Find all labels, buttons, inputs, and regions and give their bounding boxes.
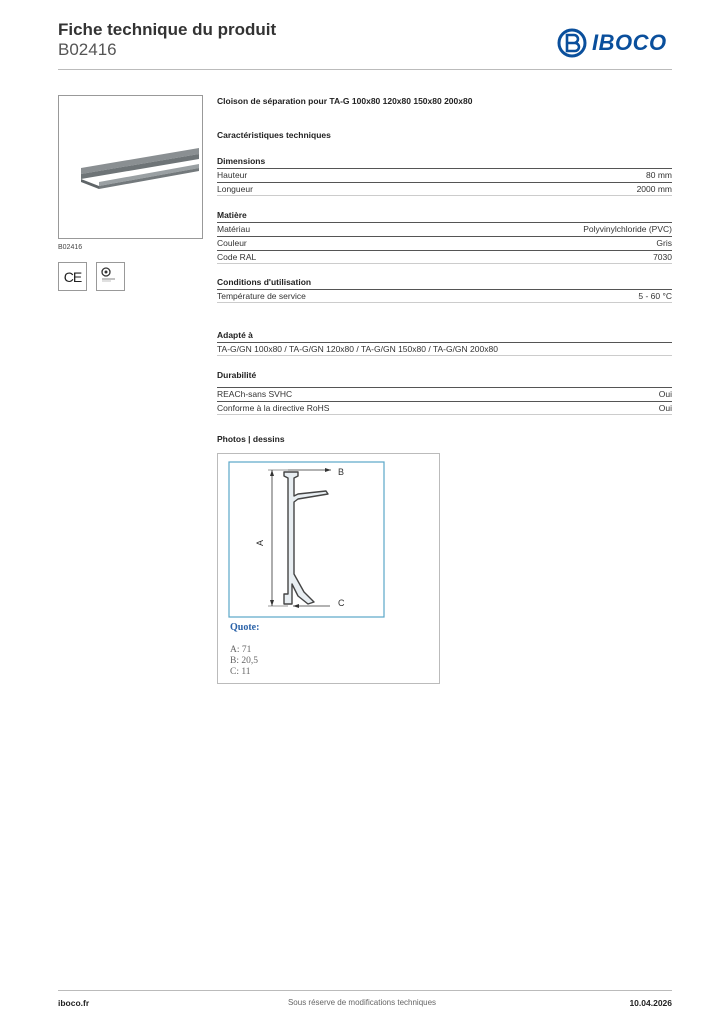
- durability-title: Durabilité: [217, 370, 257, 380]
- spec-row: [217, 387, 672, 401]
- brand-logo[interactable]: [557, 27, 667, 59]
- durability-section: [217, 369, 672, 415]
- spec-value: 80 mm: [646, 170, 672, 180]
- spec-value: 7030: [653, 252, 672, 262]
- photos-section: [217, 433, 672, 446]
- spec-value: Gris: [656, 238, 672, 248]
- pvc-profile-image: [59, 96, 202, 238]
- photo-caption: B02416: [58, 244, 83, 251]
- spec-label: Conforme à la directive RoHS: [217, 403, 330, 413]
- conditions-title: Conditions d'utilisation: [217, 277, 312, 287]
- compatibility-section: [217, 329, 672, 356]
- technical-drawing: [217, 453, 440, 684]
- spec-row: [217, 236, 672, 250]
- spec-label: Température de service: [217, 291, 306, 301]
- spec-row: [217, 289, 672, 303]
- photos-title: Photos | dessins: [217, 434, 285, 444]
- dimension-a-label: A: [255, 539, 265, 546]
- spec-row: [217, 401, 672, 415]
- spec-label: Code RAL: [217, 252, 257, 262]
- spec-row: [217, 250, 672, 264]
- spec-row: [217, 182, 672, 196]
- footer-date: 10.04.2026: [629, 998, 672, 1008]
- spec-value: 5 - 60 °C: [638, 291, 672, 301]
- spec-label: REACh-sans SVHC: [217, 389, 293, 399]
- product-name: Cloison de séparation pour TA-G 100x80 120x80 150x80 200x80: [217, 96, 473, 106]
- dimensions-title: Dimensions: [217, 156, 266, 166]
- spec-value: Oui: [658, 389, 672, 399]
- profile-drawing-svg: [218, 454, 439, 683]
- tech-characteristics-heading: Caractéristiques techniques: [217, 130, 331, 140]
- conditions-section: [217, 276, 672, 303]
- spec-label: Couleur: [217, 238, 247, 248]
- compatibility-title: Adapté à: [217, 330, 253, 340]
- spec-value: 2000 mm: [636, 184, 672, 194]
- compatibility-text: TA-G/GN 100x80 / TA-G/GN 120x80 / TA-G/GN 150x80 / TA-G/GN 200x80: [217, 342, 672, 356]
- spec-label: Longueur: [217, 184, 253, 194]
- ce-mark-icon: CE: [58, 262, 87, 291]
- dimension-b-label: B: [338, 467, 345, 477]
- footer-notice: Sous réserve de modifications techniques: [287, 998, 437, 1007]
- spec-row: [217, 168, 672, 182]
- page-title: Fiche technique du produit: [58, 20, 277, 39]
- spec-row: [217, 222, 672, 236]
- material-section: [217, 209, 672, 264]
- iboco-logo-icon: [557, 28, 587, 58]
- spec-label: Matériau: [217, 224, 251, 234]
- footer-website-link[interactable]: iboco.fr: [58, 998, 90, 1008]
- certification-badge-icon: [96, 262, 125, 291]
- quote-b: B: 20,5: [230, 656, 258, 666]
- quote-a: A: 71: [230, 645, 252, 655]
- dimension-c-label: C: [338, 598, 345, 608]
- footer-divider: [58, 990, 672, 991]
- logo-wordmark: IBOCO: [592, 30, 667, 55]
- material-title: Matière: [217, 210, 247, 220]
- spec-label: Hauteur: [217, 170, 248, 180]
- spec-value: Polyvinylchloride (PVC): [583, 224, 672, 234]
- dimensions-section: [217, 155, 672, 196]
- header-divider: [58, 69, 672, 70]
- quote-title: Quote:: [230, 622, 260, 633]
- spec-value: Oui: [658, 403, 672, 413]
- product-code: B02416: [58, 40, 117, 59]
- product-photo: [58, 95, 203, 239]
- quote-c: C: 11: [230, 667, 251, 677]
